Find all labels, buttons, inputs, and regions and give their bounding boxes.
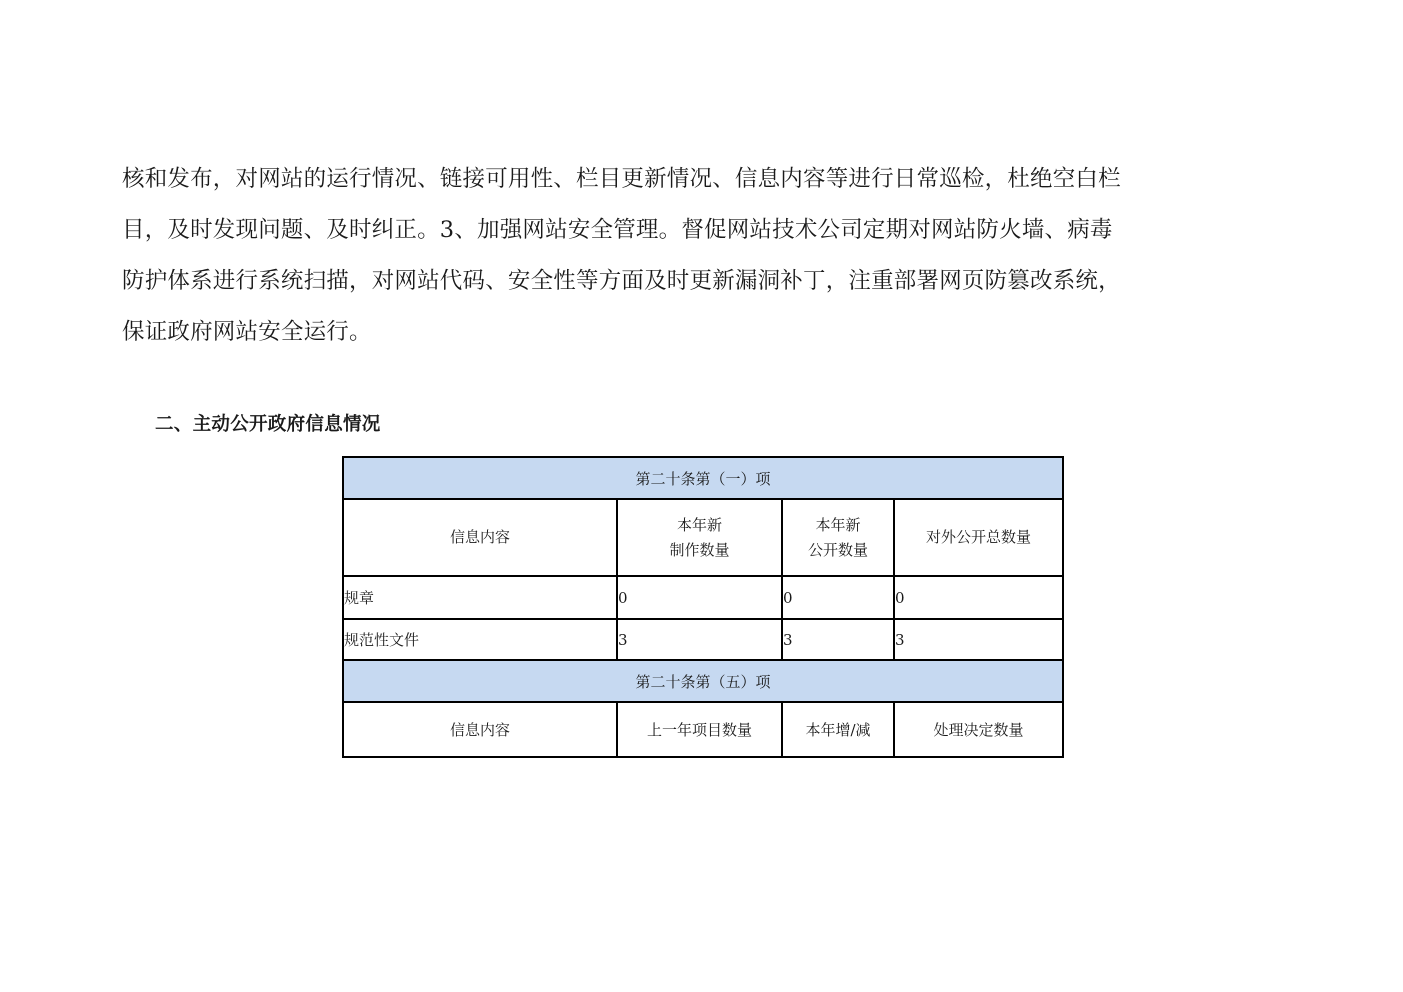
paragraph-line: 防护体系进行系统扫描，对网站代码、安全性等方面及时更新漏洞补丁，注重部署网页防篡改系统，	[122, 268, 1121, 294]
row-public-value: 0	[782, 576, 894, 619]
header-prev-year: 上一年项目数量	[617, 702, 782, 757]
row-public-value: 3	[782, 619, 894, 660]
row-name: 规章	[343, 576, 617, 619]
row-total-value: 0	[894, 576, 1063, 619]
header-total: 对外公开总数量	[894, 499, 1063, 576]
header-new-made	[617, 499, 782, 576]
paragraph-line: 核和发布，对网站的运行情况、链接可用性、栏目更新情况、信息内容等进行日常巡检，杜绝空白栏	[122, 166, 1121, 192]
header-decisions: 处理决定数量	[894, 702, 1063, 757]
table-row	[343, 576, 1063, 619]
row-total-value: 3	[894, 619, 1063, 660]
body-paragraph	[122, 158, 1284, 362]
header-new-public	[782, 499, 894, 576]
table-header-row	[343, 499, 1063, 576]
header-new-made-line1: 本年新	[676, 515, 722, 534]
section-heading: 二、主动公开政府信息情况	[155, 414, 381, 435]
header-change: 本年增/减	[782, 702, 894, 757]
header-content: 信息内容	[343, 702, 617, 757]
header-new-public-line2: 公开数量	[807, 540, 868, 559]
table-header-row	[343, 702, 1063, 757]
disclosure-table	[342, 456, 1064, 758]
header-new-made-line2: 制作数量	[669, 540, 730, 559]
header-new-public-line1: 本年新	[815, 515, 861, 534]
row-made-value: 3	[617, 619, 782, 660]
row-made-value: 0	[617, 576, 782, 619]
band-title-2: 第二十条第（五）项	[343, 660, 1063, 702]
band-title-1: 第二十条第（一）项	[343, 457, 1063, 499]
header-content: 信息内容	[343, 499, 617, 576]
row-name: 规范性文件	[343, 619, 617, 660]
paragraph-line: 目，及时发现问题、及时纠正。3、加强网站安全管理。督促网站技术公司定期对网站防火墙、病毒	[122, 217, 1113, 243]
paragraph-line: 保证政府网站安全运行。	[122, 319, 372, 345]
table-row	[343, 619, 1063, 660]
table-band-row	[343, 660, 1063, 702]
table-band-row	[343, 457, 1063, 499]
